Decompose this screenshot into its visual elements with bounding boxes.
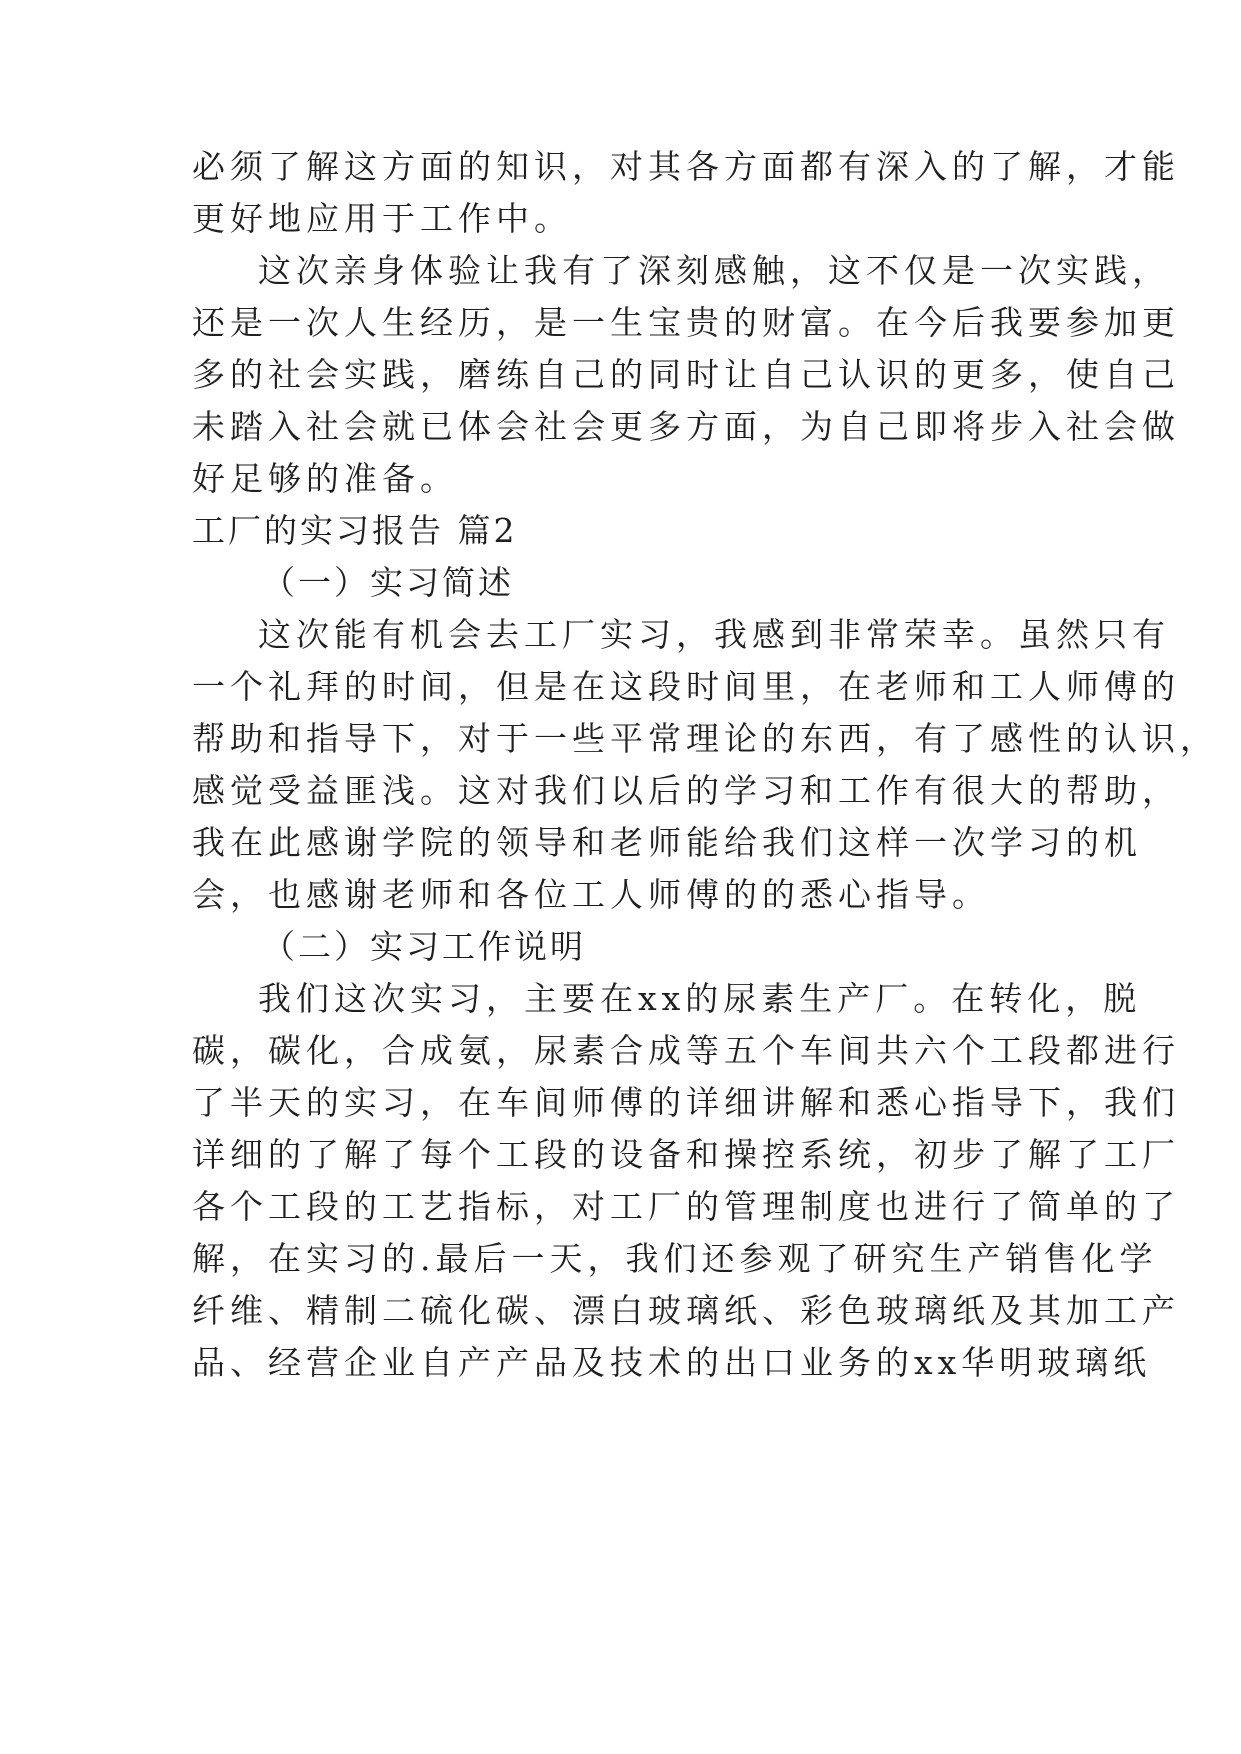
paragraph-line: 好足够的准备。 <box>192 459 458 498</box>
paragraph-line: 会，也感谢老师和各位工人师傅的的悉心指导。 <box>192 875 990 914</box>
paragraph-line: 一个礼拜的时间，但是在这段时间里，在老师和工人师傅的 <box>192 667 1180 706</box>
paragraph-line: 碳，碳化，合成氨，尿素合成等五个车间共六个工段都进行 <box>192 1031 1180 1070</box>
paragraph-line: 品、经营企业自产产品及技术的出口业务的xx华明玻璃纸 <box>192 1343 1152 1382</box>
paragraph-line: 这次能有机会去工厂实习，我感到非常荣幸。虽然只有 <box>258 615 1170 654</box>
paragraph-line: 这次亲身体验让我有了深刻感触，这不仅是一次实践， <box>258 251 1170 290</box>
paragraph-line: 各个工段的工艺指标，对工厂的管理制度也进行了简单的了 <box>192 1187 1180 1226</box>
paragraph-line: 未踏入社会就已体会社会更多方面，为自己即将步入社会做 <box>192 407 1180 446</box>
subsection-heading: （二）实习工作说明 <box>262 927 586 966</box>
paragraph-line: 详细的了解了每个工段的设备和操控系统，初步了解了工厂 <box>192 1135 1180 1174</box>
paragraph-line: 感觉受益匪浅。这对我们以后的学习和工作有很大的帮助， <box>192 771 1180 810</box>
paragraph-line: 还是一次人生经历，是一生宝贵的财富。在今后我要参加更 <box>192 303 1180 342</box>
section-title: 工厂的实习报告 篇2 <box>192 511 518 550</box>
paragraph-line: 更好地应用于工作中。 <box>192 199 572 238</box>
paragraph-line: 了半天的实习，在车间师傅的详细讲解和悉心指导下，我们 <box>192 1083 1180 1122</box>
paragraph-line: 必须了解这方面的知识，对其各方面都有深入的了解，才能 <box>192 147 1180 186</box>
paragraph-line: 解，在实习的.最后一天，我们还参观了研究生产销售化学 <box>192 1239 1158 1278</box>
paragraph-line: 我在此感谢学院的领导和老师能给我们这样一次学习的机 <box>192 823 1142 862</box>
paragraph-line: 帮助和指导下，对于一些平常理论的东西，有了感性的认识， <box>192 719 1218 758</box>
paragraph-line: 我们这次实习，主要在xx的尿素生产厂。在转化，脱 <box>258 979 1142 1018</box>
paragraph-line: 多的社会实践，磨练自己的同时让自己认识的更多，使自己 <box>192 355 1180 394</box>
subsection-heading: （一）实习简述 <box>262 563 514 602</box>
paragraph-line: 纤维、精制二硫化碳、漂白玻璃纸、彩色玻璃纸及其加工产 <box>192 1291 1180 1330</box>
